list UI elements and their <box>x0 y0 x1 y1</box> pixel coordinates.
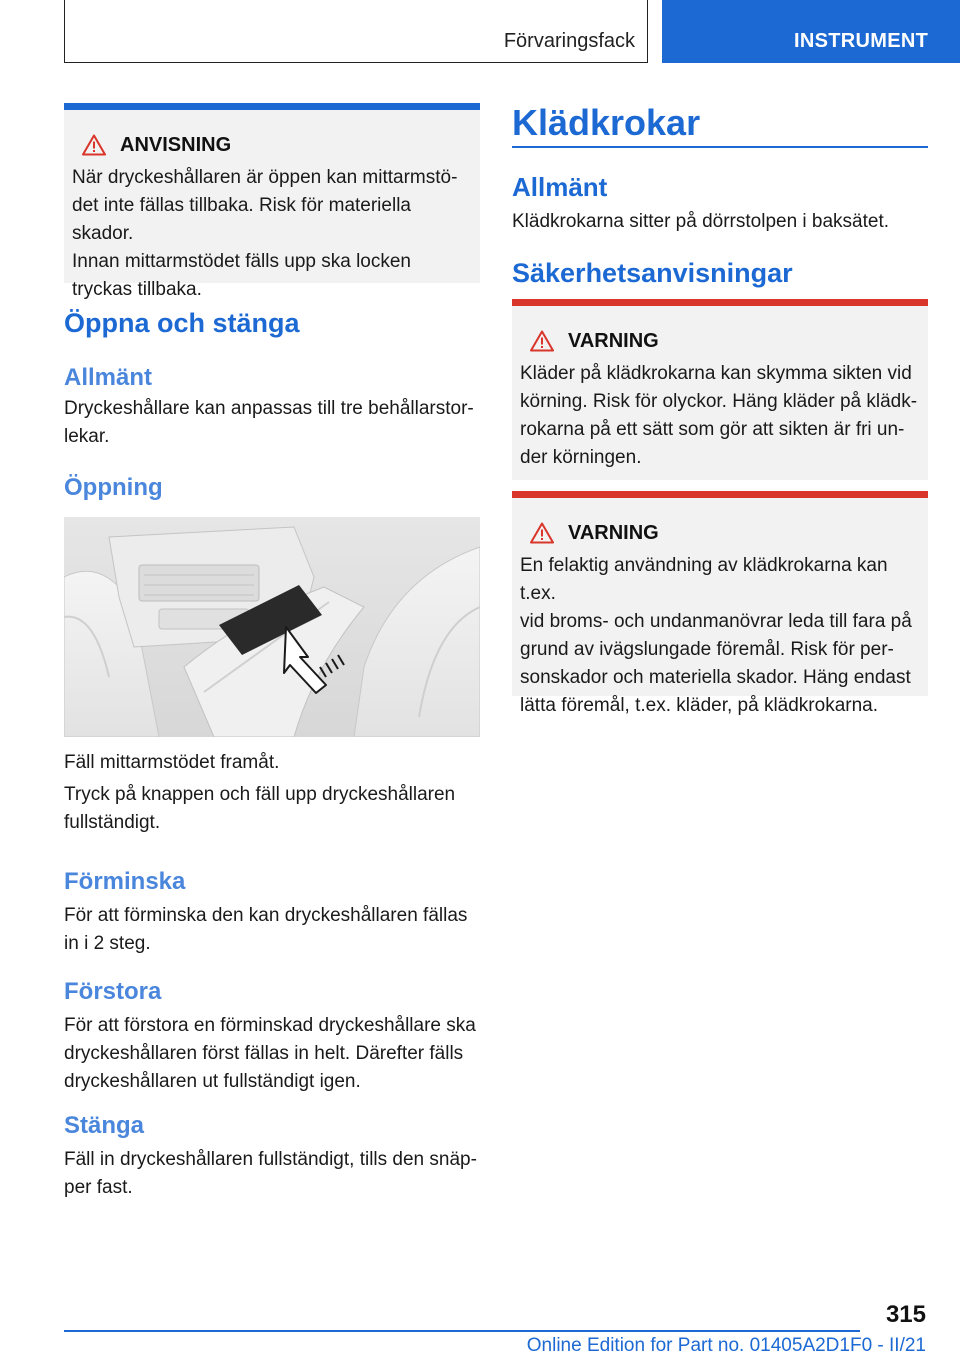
header-chapter-tab <box>662 0 960 63</box>
title-rule <box>512 146 928 148</box>
heading-reduce: Förminska <box>64 868 186 895</box>
heading-general: Allmänt <box>64 364 153 391</box>
warning-text: En felaktig användning av klädkrokarna kan t.ex. vid broms- och undanmanövrar leda till fara på grund av ivägslungade föremål. Risk för per- sonskador och materiella skador. Häng endast lätta föremål, t.ex. kläder, på klädkrokarna. <box>520 555 912 716</box>
section-title: Öppna och stänga <box>64 308 300 338</box>
page-number: 315 <box>885 1301 926 1328</box>
warning-triangle-icon <box>82 134 106 156</box>
warning-title: VARNING <box>568 329 659 352</box>
notice-title: ANVISNING <box>120 133 232 156</box>
warning-bar <box>512 491 928 498</box>
warning-triangle-icon <box>530 330 554 352</box>
notice-bar <box>64 103 480 110</box>
chapter-label: INSTRUMENT <box>794 30 929 52</box>
notice-text: När dryckeshållaren är öppen kan mittarmstö- det inte fällas tillbaka. Risk för materiella skador. Innan mittarmstödet fälls upp ska locken tryckas tillbaka. <box>72 167 458 300</box>
heading-opening: Öppning <box>64 474 163 501</box>
heading-safety: Säkerhetsanvisningar <box>512 258 793 288</box>
heading-close: Stänga <box>64 1112 145 1139</box>
paragraph-general: Dryckeshållare kan anpassas till tre behållarstor- lekar. <box>64 398 474 447</box>
warning-triangle-icon <box>530 522 554 544</box>
warning-box-1 <box>512 299 928 480</box>
page-title: Klädkrokar <box>512 102 701 143</box>
step-2: Tryck på knappen och fäll upp dryckeshållaren fullständigt. <box>64 784 456 833</box>
paragraph-close: Fäll in dryckeshållaren fullständigt, tills den snäp- per fast. <box>64 1149 477 1198</box>
warning-bar <box>512 299 928 306</box>
paragraph-reduce: För att förminska den kan dryckeshållaren fällas in i 2 steg. <box>64 905 468 954</box>
notice-box <box>64 103 480 300</box>
heading-enlarge: Förstora <box>64 978 162 1005</box>
footer-rule <box>64 1330 860 1332</box>
step-1: Fäll mittarmstödet framåt. <box>64 752 280 773</box>
warning-text: Kläder på klädkrokarna kan skymma sikten vid körning. Risk för olyckor. Häng kläder på klädk- rokarna på ett sätt som gör att sikten är fri un- der körningen. <box>520 363 918 468</box>
warning-title: VARNING <box>568 521 659 544</box>
armrest-illustration <box>64 517 480 737</box>
paragraph-enlarge: För att förstora en förminskad dryckeshållare ska dryckeshållaren först fällas in helt. Därefter fälls dryckeshållaren ut fullständigt igen. <box>64 1015 476 1092</box>
header-section-tab <box>64 0 648 63</box>
warning-box-2 <box>512 491 928 716</box>
paragraph-general-right: Klädkrokarna sitter på dörrstolpen i baksätet. <box>512 211 890 232</box>
edition-text: Online Edition for Part no. 01405A2D1F0 - II/21 <box>526 1335 926 1356</box>
heading-general-right: Allmänt <box>512 172 608 202</box>
section-label: Förvaringsfack <box>503 30 635 52</box>
